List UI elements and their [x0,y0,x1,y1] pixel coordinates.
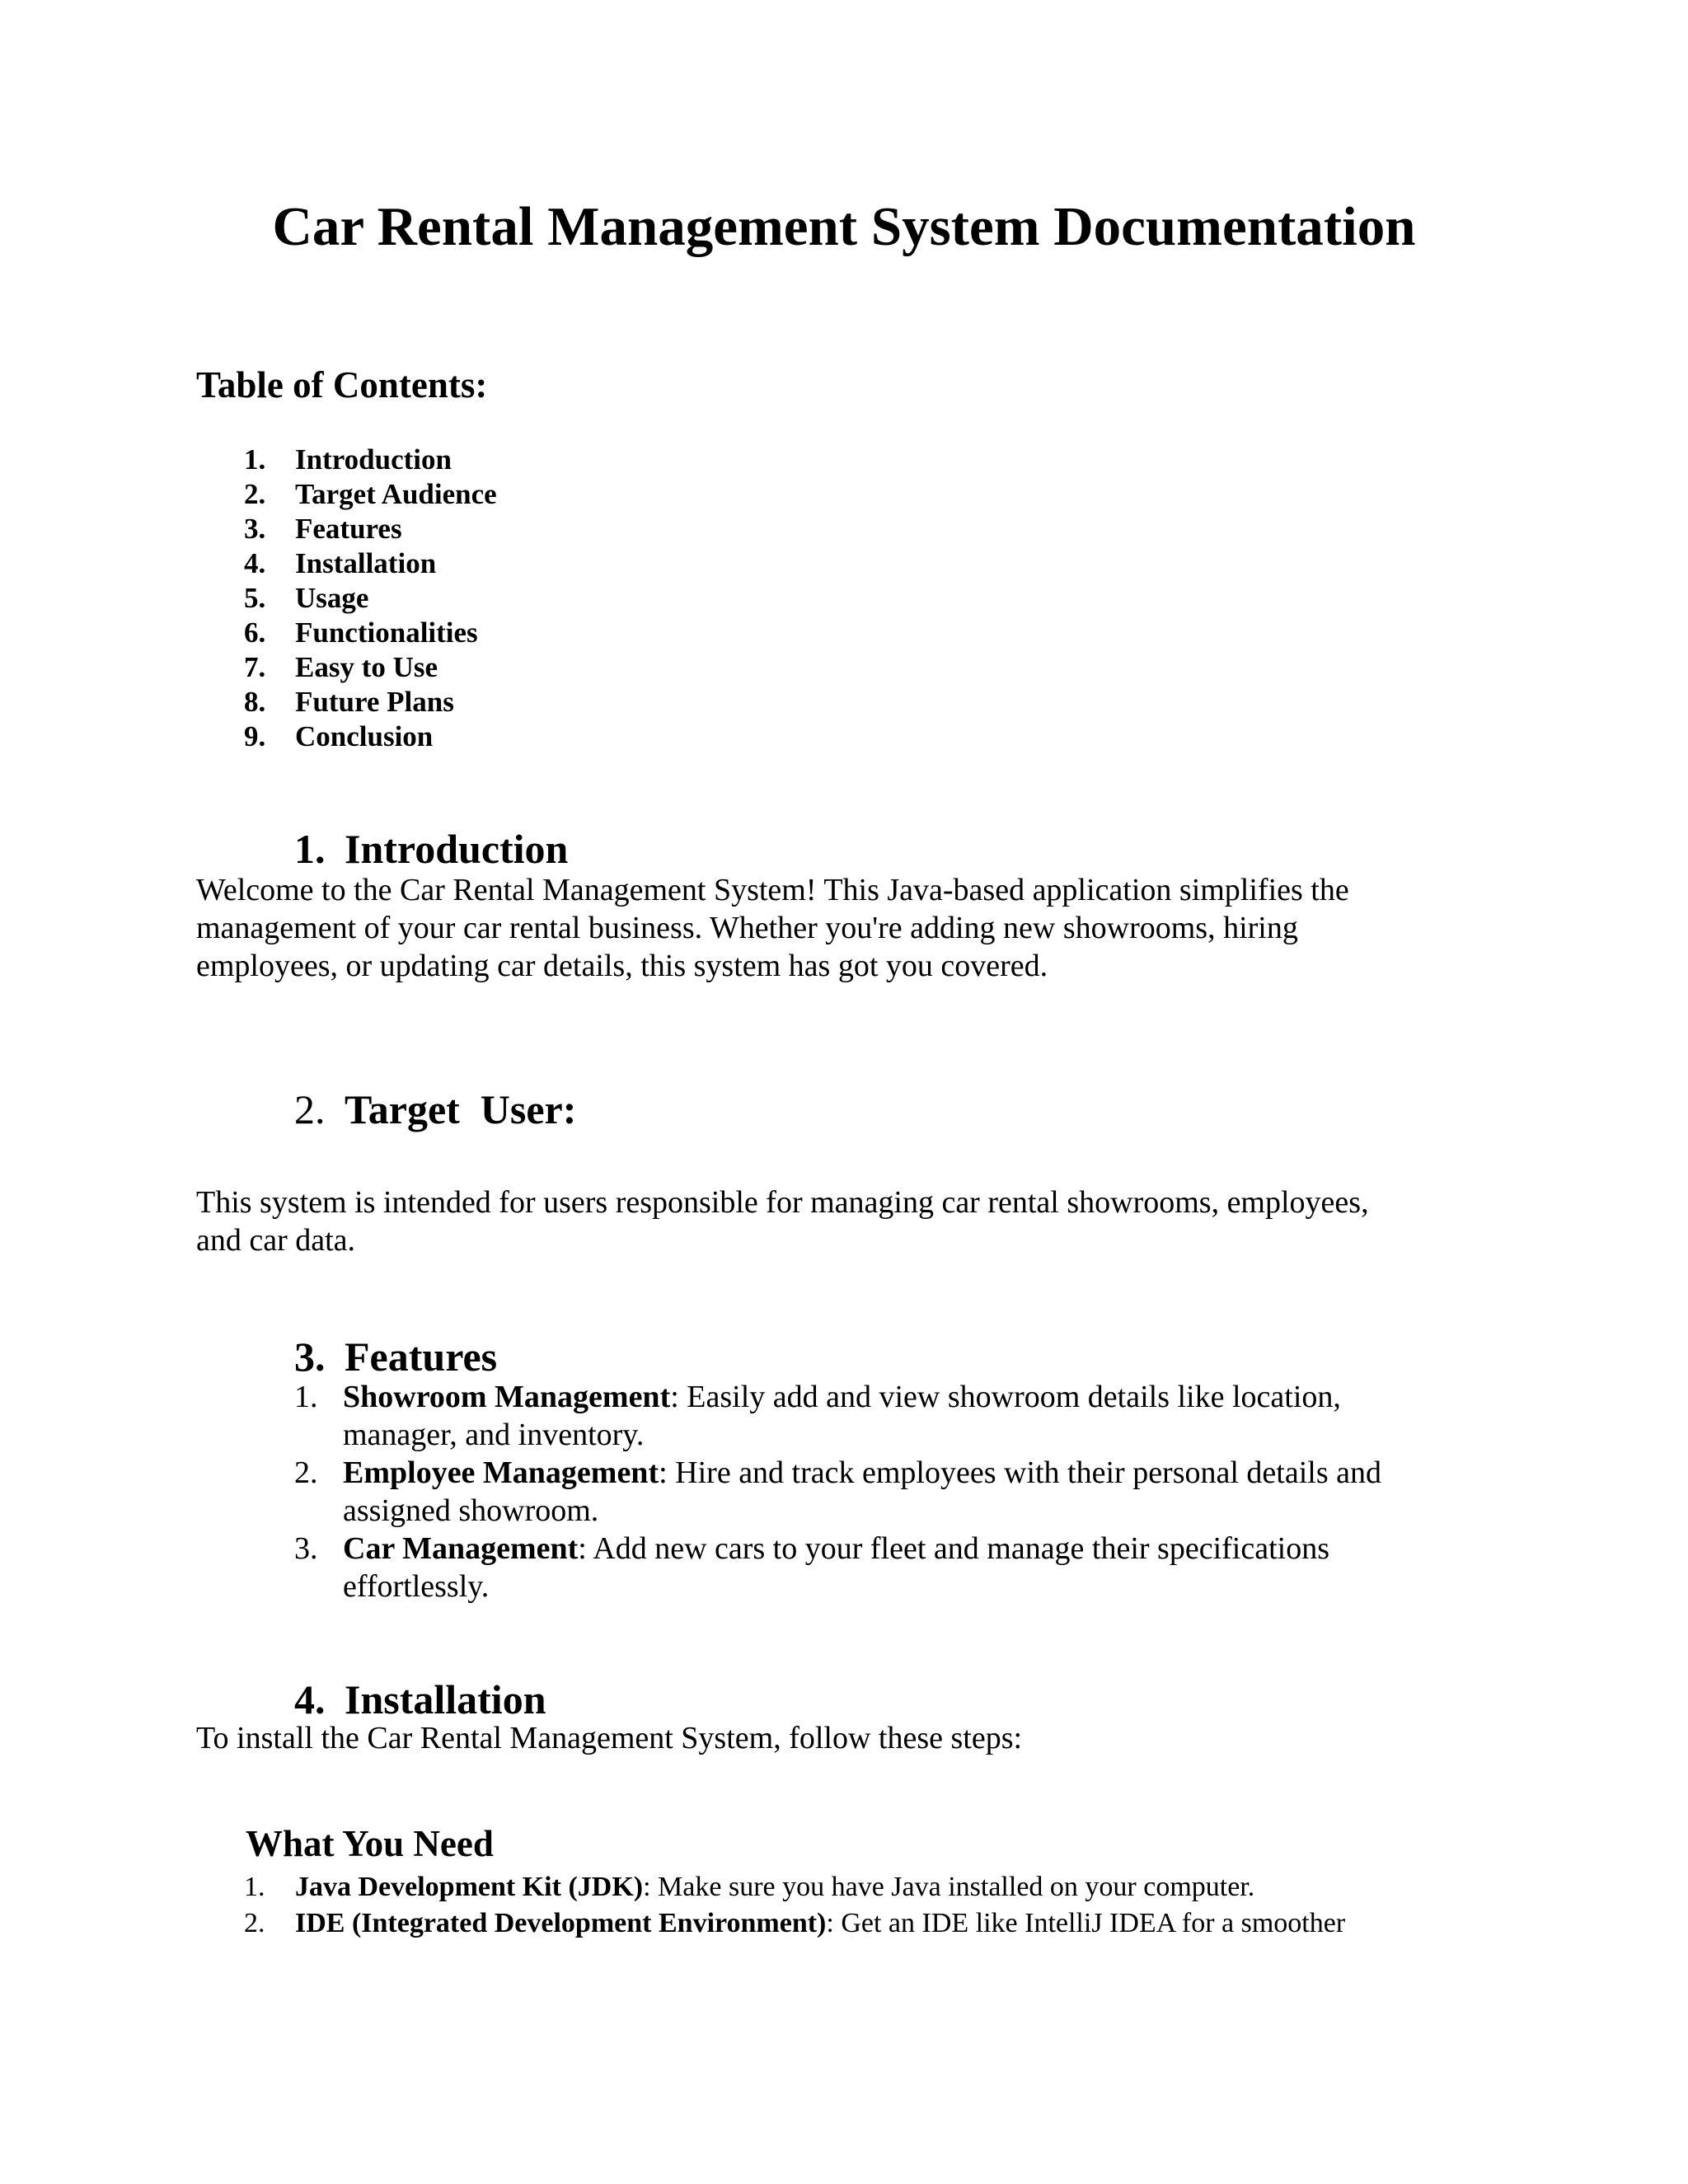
paragraph-line: Welcome to the Car Rental Management System! This Java-based application simplifies the [196,873,1349,907]
toc-item-label: Features [295,513,402,545]
requirement-item [244,1869,1345,1905]
toc-item-label: Functionalities [295,616,478,649]
section-title: Target User: [345,1086,577,1132]
toc-item-label: Introduction [295,443,452,476]
section-number: 1. [294,826,326,872]
requirement-name: Java Development Kit (JDK) [295,1872,644,1902]
toc-item-label: Target Audience [295,478,497,510]
toc-item-number: 7. [244,651,266,683]
section-heading-target-user [294,1085,576,1134]
feature-description-continued: assigned showroom. [343,1493,599,1528]
toc-item-label: Easy to Use [295,651,438,683]
requirement-name: IDE (Integrated Development Environment) [295,1908,827,1938]
toc-item[interactable] [244,443,497,477]
target-user-paragraph [196,1183,1369,1259]
toc-item-number: 1. [244,443,266,476]
toc-item-label: Installation [295,547,437,579]
feature-item [294,1454,1381,1530]
toc-item[interactable] [244,650,497,685]
toc-item[interactable] [244,685,497,719]
feature-description: : Add new cars to your fleet and manage their specifications [578,1531,1329,1566]
toc-item[interactable] [244,512,497,546]
feature-description: : Hire and track employees with their personal details and [659,1455,1381,1490]
toc-item-number: 4. [244,547,266,579]
feature-number: 2. [294,1455,318,1490]
requirement-item [244,1905,1345,1942]
toc-item-label: Conclusion [295,720,434,752]
section-heading-introduction [294,824,568,874]
requirement-number: 2. [244,1908,265,1938]
feature-name: Car Management [343,1531,579,1566]
toc-item[interactable] [244,477,497,512]
feature-name: Employee Management [343,1455,659,1490]
toc-item-label: Usage [295,582,369,614]
toc-item[interactable] [244,616,497,650]
paragraph-line: management of your car rental business. Whether you're adding new showrooms, hiring [196,911,1298,945]
installation-intro: To install the Car Rental Management System, follow these steps: [196,1721,1023,1755]
feature-item [294,1530,1381,1605]
paragraph-line: employees, or updating car details, this system has got you covered. [196,949,1048,983]
what-you-need-heading: What You Need [246,1823,494,1864]
toc-item-label: Future Plans [295,686,454,718]
toc-item[interactable] [244,581,497,616]
toc-item-number: 5. [244,582,266,614]
paragraph-line: and car data. [196,1223,356,1258]
section-title: Installation [345,1676,546,1722]
feature-description-continued: manager, and inventory. [343,1418,645,1452]
section-number: 2. [294,1086,326,1132]
feature-description: : Easily add and view showroom details like location, [670,1380,1341,1414]
toc-item[interactable] [244,546,497,581]
requirement-description: : Make sure you have Java installed on your computer. [643,1872,1255,1902]
features-list [294,1378,1381,1605]
section-title: Introduction [345,826,569,872]
feature-description-continued: effortlessly. [343,1569,490,1604]
toc-item-number: 9. [244,720,266,752]
toc-heading: Table of Contents: [196,364,488,405]
section-title: Features [345,1333,498,1380]
paragraph-line: This system is intended for users responsible for managing car rental showrooms, employees, [196,1185,1369,1220]
toc-item[interactable] [244,719,497,754]
section-number: 4. [294,1676,326,1722]
requirements-list [244,1869,1345,1942]
document-title: Car Rental Management System Documentation [272,196,1416,257]
section-heading-installation [294,1675,546,1724]
toc-item-number: 2. [244,478,266,510]
toc-list [244,443,497,754]
toc-item-number: 8. [244,686,266,718]
section-number: 3. [294,1333,326,1380]
feature-item [294,1378,1381,1454]
introduction-paragraph [196,871,1349,985]
feature-name: Showroom Management [343,1380,671,1414]
feature-number: 3. [294,1531,318,1566]
section-heading-features [294,1332,497,1381]
toc-item-number: 3. [244,513,266,545]
toc-item-number: 6. [244,616,266,649]
requirement-number: 1. [244,1872,265,1902]
requirement-description: : Get an IDE like IntelliJ IDEA for a smoother [826,1908,1346,1938]
feature-number: 1. [294,1380,318,1414]
